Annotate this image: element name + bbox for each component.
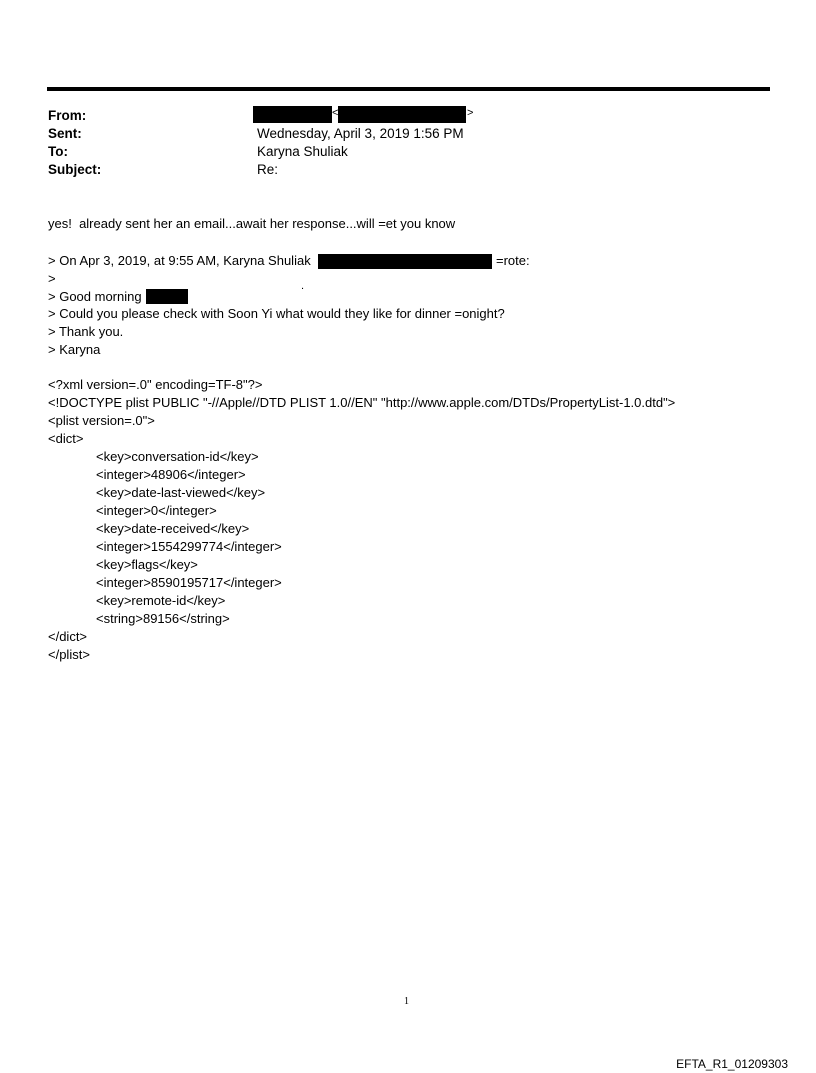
- to-value: Karyna Shuliak: [257, 144, 348, 159]
- quote-thanks: > Thank you.: [48, 324, 124, 339]
- sent-label: Sent:: [48, 126, 82, 141]
- plist-line: <?xml version=.0" encoding=TF-8"?>: [48, 377, 263, 392]
- redaction-from-name: [253, 106, 332, 123]
- page-number: 1: [404, 996, 409, 1007]
- plist-line: <dict>: [48, 431, 84, 446]
- quote-sign: > Karyna: [48, 342, 101, 357]
- quote-intro-end: =rote:: [496, 253, 530, 268]
- plist-entry: <string>89156</string>: [96, 611, 230, 626]
- reply-text: yes! already sent her an email...await her response...will =et you know: [48, 216, 456, 231]
- plist-closing: </plist>: [48, 647, 90, 662]
- redaction-from-email: [338, 106, 466, 123]
- quote-intro: > On Apr 3, 2019, at 9:55 AM, Karyna Shuliak: [48, 253, 311, 268]
- stray-dot: .: [301, 280, 305, 292]
- plist-entry: <key>remote-id</key>: [96, 593, 226, 608]
- from-bracket-close: >: [467, 107, 474, 119]
- sent-value: Wednesday, April 3, 2019 1:56 PM: [257, 126, 464, 141]
- plist-line: <!DOCTYPE plist PUBLIC "-//Apple//DTD PLIST 1.0//EN" "http://www.apple.com/DTDs/PropertyList-1.0.dtd">: [48, 395, 676, 410]
- plist-entry: <integer>1554299774</integer>: [96, 539, 282, 554]
- plist-entry: <integer>0</integer>: [96, 503, 217, 518]
- plist-closing: </dict>: [48, 629, 88, 644]
- plist-entry: <key>flags</key>: [96, 557, 198, 572]
- from-bracket-open: <: [332, 107, 339, 119]
- plist-line: <plist version=.0">: [48, 413, 155, 428]
- subject-label: Subject:: [48, 162, 102, 177]
- quote-greeting: > Good morning: [48, 289, 142, 304]
- quote-blank: >: [48, 271, 56, 286]
- subject-value: Re:: [257, 162, 279, 177]
- plist-entry: <key>conversation-id</key>: [96, 449, 259, 464]
- plist-entry: <key>date-last-viewed</key>: [96, 485, 266, 500]
- redaction-greeting-name: [146, 289, 188, 304]
- quote-question: > Could you please check with Soon Yi what would they like for dinner =onight?: [48, 306, 505, 321]
- document-id: EFTA_R1_01209303: [676, 1057, 788, 1071]
- from-label: From:: [48, 108, 87, 123]
- plist-entry: <key>date-received</key>: [96, 521, 250, 536]
- top-rule: [47, 87, 770, 91]
- to-label: To:: [48, 144, 68, 159]
- redaction-quote-email: [318, 254, 492, 269]
- plist-entry: <integer>8590195717</integer>: [96, 575, 282, 590]
- plist-entry: <integer>48906</integer>: [96, 467, 246, 482]
